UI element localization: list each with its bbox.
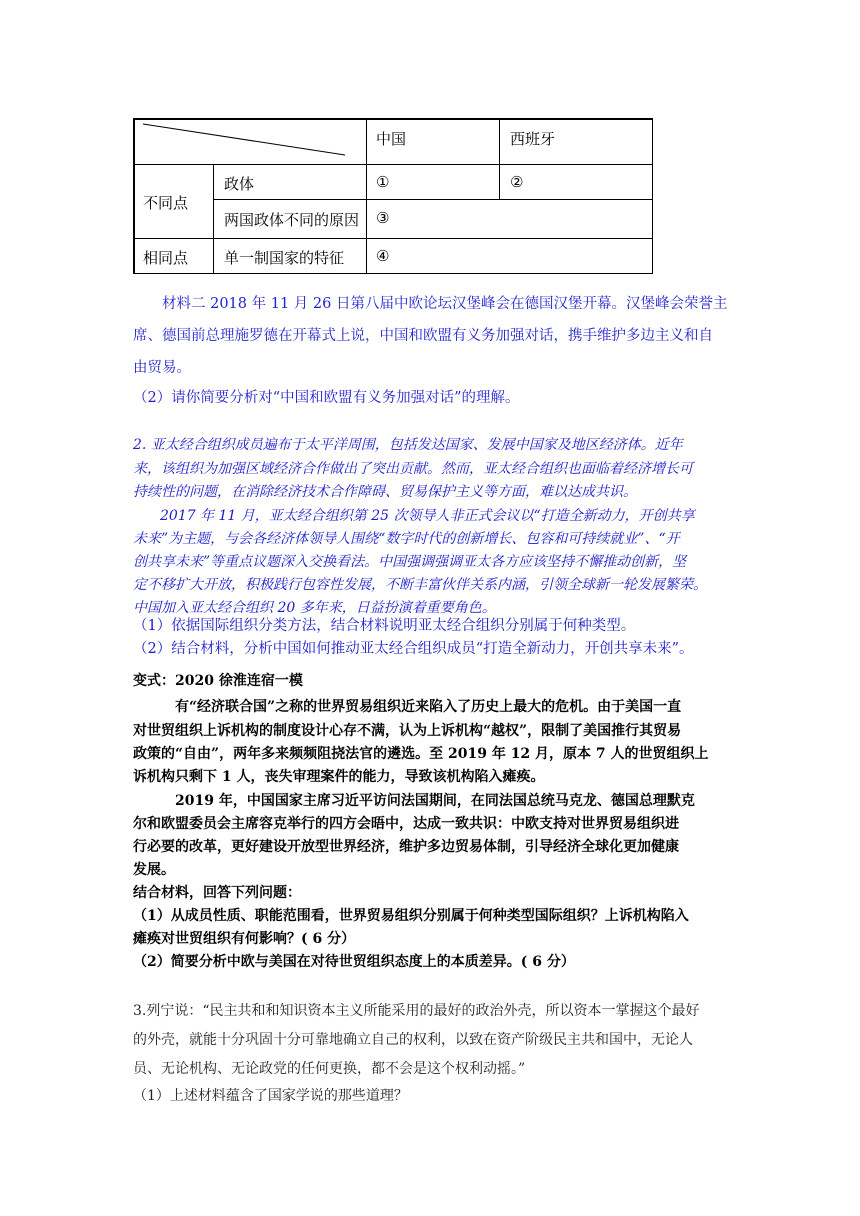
variant-line: 诉机构只剩下 1 人，丧失审理案件的能力，导致该机构陷入瘫痪。 bbox=[133, 769, 545, 785]
unitary-blank: ④ bbox=[376, 247, 390, 265]
unitary-label: 单一制国家的特征 bbox=[224, 249, 345, 267]
row-diff-label: 不同点 bbox=[143, 194, 189, 212]
spain-regime-blank: ② bbox=[510, 173, 524, 191]
q2-line: 未来”为主题，与会各经济体领导人围绕“数字时代的创新增长、包容和可持续就业”、“开 bbox=[133, 531, 680, 547]
variant-title: 变式：2020 徐淮连宿一模 bbox=[133, 673, 303, 689]
q3-line: 员、无论机构、无论政党的任何更换，都不会是这个权利动摇。” bbox=[133, 1061, 526, 1077]
q2-subquestion-1: （1）依据国际组织分类方法，结合材料说明亚太经合组织分别属于何种类型。 bbox=[133, 618, 636, 634]
material2-question: （2）请你简要分析对“中国和欧盟有义务加强对话”的理解。 bbox=[133, 390, 520, 406]
q2-line: 持续性的问题，在消除经济技术合作障碍、贸易保护主义等方面，难以达成共识。 bbox=[133, 484, 637, 500]
q2-line: 创共享未来”等重点议题深入交换看法。中国强调强调亚太各方应该坚持不懈推动创新，坚 bbox=[133, 554, 687, 570]
material2-line: 由贸易。 bbox=[133, 360, 191, 376]
q2-line: 2017 年 11 月，亚太经合组织第 25 次领导人非正式会议以“打造全新动力，开创共享 bbox=[160, 508, 695, 524]
reason-blank: ③ bbox=[376, 209, 390, 227]
col-china: 中国 bbox=[376, 130, 407, 148]
q3-line: 3.列宁说：“民主共和和知识资本主义所能采用的最好的政治外壳，所以资本一掌握这个最好 bbox=[133, 1003, 700, 1019]
q3-question-1: （1）上述材料蕴含了国家学说的那些道理？ bbox=[133, 1088, 408, 1104]
diagonal-header-line bbox=[133, 118, 367, 165]
variant-line: 政策的“自由”，两年多来频频阻挠法官的遴选。至 2019 年 12 月，原本 7 人的世贸组织上 bbox=[133, 746, 709, 762]
reason-label: 两国政体不同的原因 bbox=[224, 211, 360, 229]
variant-line: 行必要的改革，更好建设开放型世界经济，维护多边贸易体制，引导经济全球化更加健康 bbox=[133, 839, 679, 855]
china-regime-blank: ① bbox=[376, 173, 390, 191]
variant-line: 对世贸组织上诉机构的制度设计心存不满，认为上诉机构“越权”，限制了美国推行其贸易 bbox=[133, 723, 682, 739]
col-spain: 西班牙 bbox=[510, 130, 556, 148]
material2-line: 材料二 2018 年 11 月 26 日第八届中欧论坛汉堡峰会在德国汉堡开幕。汉堡峰会荣誉主 bbox=[162, 296, 728, 312]
row-same-label: 相同点 bbox=[143, 249, 189, 267]
variant-question-1-cont: 瘫痪对世贸组织有何影响？( 6 分） bbox=[133, 931, 356, 947]
material2-line: 席、德国前总理施罗德在开幕式上说，中国和欧盟有义务加强对话，携手维护多边主义和自 bbox=[133, 328, 713, 344]
q2-line: 定不移扩大开放，积极践行包容性发展，不断丰富伙伴关系内涵，引领全球新一轮发展繁荣。 bbox=[133, 577, 707, 593]
q2-line: 2. 亚太经合组织成员遍布于太平洋周围，包括发达国家、发展中国家及地区经济体。近年 bbox=[133, 437, 683, 453]
variant-question-2: （2）简要分析中欧与美国在对待世贸组织态度上的本质差异。( 6 分） bbox=[133, 954, 575, 970]
variant-line: 2019 年，中国国家主席习近平访问法国期间，在同法国总统马克龙、德国总理默克 bbox=[175, 793, 695, 809]
q2-subquestion-2: （2）结合材料，分析中国如何推动亚太经合组织成员“打造全新动力，开创共享未来”。 bbox=[133, 641, 694, 657]
variant-question-1: （1）从成员性质、职能范围看，世界贸易组织分别属于何种类型国际组织？上诉机构陷入 bbox=[133, 908, 689, 924]
variant-line: 有“经济联合国”之称的世界贸易组织近来陷入了历史上最大的危机。由于美国一直 bbox=[175, 699, 682, 715]
variant-prompt: 结合材料，回答下列问题： bbox=[133, 885, 301, 901]
regime-label: 政体 bbox=[224, 175, 255, 193]
variant-line: 尔和欧盟委员会主席容克举行的四方会晤中，达成一致共识：中欧支持对世界贸易组织进 bbox=[133, 816, 679, 832]
q2-line: 来，该组织为加强区域经济合作做出了突出贡献。然而，亚太经合组织也面临着经济增长可 bbox=[133, 461, 693, 477]
comparison-table bbox=[133, 118, 653, 274]
q2-line: 中国加入亚太经合组织 20 多年来，日益扮演着重要角色。 bbox=[133, 600, 496, 616]
q3-line: 的外壳，就能十分巩固十分可靠地确立自己的权利，以致在资产阶级民主共和国中，无论人 bbox=[133, 1032, 693, 1048]
variant-line: 发展。 bbox=[133, 862, 175, 878]
